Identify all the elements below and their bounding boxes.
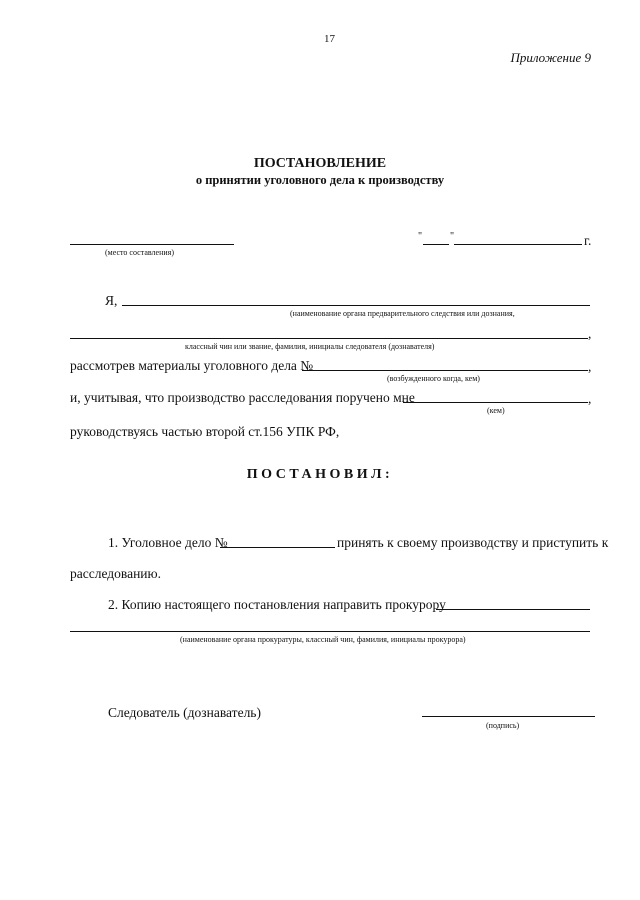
item1-text-a: 1. Уголовное дело № [108,535,228,550]
signature-label: Следователь (дознаватель) [108,705,261,720]
document-title: ПОСТАНОВЛЕНИЕ [253,156,387,171]
item2-prosecutor-line [436,609,590,610]
investigator-organ-line [122,305,590,306]
comma-assigned: , [588,391,592,406]
reviewed-case-text: рассмотрев материалы уголовного дела № [70,358,314,373]
comma-rank: , [588,326,592,341]
prosecutor-full-line [70,631,590,632]
year-suffix: г. [584,233,592,248]
assigned-by-line [403,402,588,403]
item1-case-number-line [220,547,335,548]
decision-heading: ПОСТАНОВИЛ: [246,467,394,482]
date-month-year-line [454,244,582,245]
ya-label: Я, [105,293,118,308]
considering-text: и, учитывая, что производство расследования поручено мне [70,390,415,405]
signature-hint: (подпись) [486,721,520,730]
investigator-rank-line [70,338,588,339]
place-hint: (место составления) [105,248,174,257]
case-number-line [302,370,588,371]
item1-text-b: принять к своему производству и приступить к [337,535,609,550]
guided-text: руководствуясь частью второй ст.156 УПК РФ, [70,424,340,439]
page-number: 17 [324,33,335,45]
signature-line [422,716,595,717]
item1-text-c: расследованию. [70,566,161,581]
item2-text: 2. Копию настоящего постановления направить прокурору [108,597,446,612]
date-quote-open: " [418,231,423,242]
document-subtitle: о принятии уголовного дела к производству [195,173,445,187]
appendix-label: Приложение 9 [510,50,591,65]
comma-case: , [588,359,592,374]
date-day-line [423,244,449,245]
hint-organ: (наименование органа предварительного следствия или дознания, [290,309,515,318]
hint-initiated: (возбужденного когда, кем) [387,374,480,383]
hint-by-whom: (кем) [487,406,505,415]
hint-prosecutor: (наименование органа прокуратуры, классный чин, фамилия, инициалы прокурора) [180,635,466,644]
place-field-line [70,244,234,245]
hint-rank: классный чин или звание, фамилия, инициалы следователя (дознавателя) [185,342,435,351]
date-quote-close: " [450,231,455,242]
